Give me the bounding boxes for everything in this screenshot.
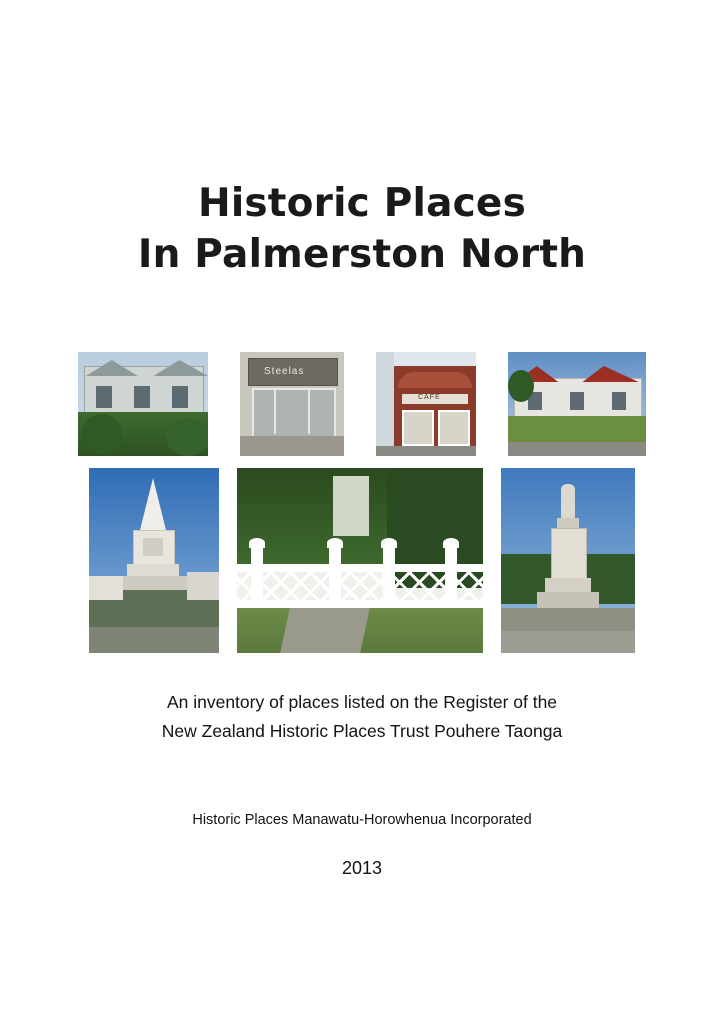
photo-red-roof-house xyxy=(508,352,646,456)
photo-villa-house xyxy=(78,352,208,456)
photo-statue-plinth-cap xyxy=(557,518,579,528)
photo-window-mullion-a xyxy=(274,388,276,434)
photo-background-wall xyxy=(187,572,219,600)
photo-background-building xyxy=(89,576,123,600)
photo-window-a xyxy=(96,386,112,408)
photo-arched-parapet xyxy=(398,372,472,388)
title-line-1: Historic Places xyxy=(197,181,526,226)
photo-foreground-path xyxy=(89,627,219,653)
photo-monument-base-lower xyxy=(537,592,599,608)
photo-memorial-spire xyxy=(89,468,219,653)
photo-monument-pedestal xyxy=(551,528,587,580)
photo-bay-window xyxy=(252,388,336,438)
photo-steelas-shopfront xyxy=(240,352,344,456)
photo-fence-post-cap-2 xyxy=(327,538,343,548)
photo-sunlit-gap xyxy=(333,476,369,536)
photo-spire-base-lower xyxy=(119,576,187,590)
photo-statue-figure xyxy=(561,484,575,518)
photo-brick-building-facade xyxy=(376,352,476,456)
photo-shrub-right xyxy=(166,418,208,456)
photo-neighbour-building xyxy=(376,352,394,456)
photo-window-c xyxy=(172,386,188,408)
subtitle-block xyxy=(0,688,724,746)
photo-memorial-plaque xyxy=(143,538,163,556)
photo-footpath xyxy=(240,436,344,456)
photo-statue-monument xyxy=(501,468,635,653)
photo-fence-post-3 xyxy=(383,546,395,608)
photo-driveway xyxy=(508,442,646,456)
page-title xyxy=(0,178,724,280)
photo-row-top xyxy=(0,352,724,456)
publication-year: 2013 xyxy=(341,858,383,878)
subtitle-line-2: New Zealand Historic Places Trust Pouhere Taonga xyxy=(161,721,563,741)
photo-fence-post-2 xyxy=(329,546,341,608)
photo-window-c xyxy=(612,392,626,410)
photo-shop-window-b xyxy=(438,410,470,446)
photo-tree-left xyxy=(508,370,534,402)
title-line-2: In Palmerston North xyxy=(137,232,587,277)
organisation-name: Historic Places Manawatu-Horowhenua Incorporated xyxy=(192,812,532,828)
subtitle-line-1: An inventory of places listed on the Register of the xyxy=(166,692,558,712)
photo-sign-text: Steelas xyxy=(264,366,305,377)
photo-window-b xyxy=(570,392,584,410)
photo-window-b xyxy=(134,386,150,408)
photo-shop-window-a xyxy=(402,410,434,446)
photo-garden-path xyxy=(280,608,370,653)
photo-fence-post-cap-3 xyxy=(381,538,397,548)
photo-fence-post-cap-1 xyxy=(249,538,265,548)
photo-row-bottom xyxy=(0,468,724,653)
photo-monument-base-upper xyxy=(545,578,591,592)
photo-shrub-left xyxy=(82,414,122,454)
photo-white-picket-fence xyxy=(237,468,483,653)
photo-footpath xyxy=(376,446,476,456)
photo-fence-post-cap-4 xyxy=(443,538,459,548)
photo-cafe-sign-text: CAFE xyxy=(418,394,441,401)
photo-spire-base-upper xyxy=(127,564,179,576)
cover-photo-grid xyxy=(0,352,724,653)
photo-paving xyxy=(501,631,635,653)
photo-fence-post-4 xyxy=(445,546,457,608)
photo-fence-post-1 xyxy=(251,546,263,608)
photo-window-mullion-b xyxy=(308,388,310,434)
